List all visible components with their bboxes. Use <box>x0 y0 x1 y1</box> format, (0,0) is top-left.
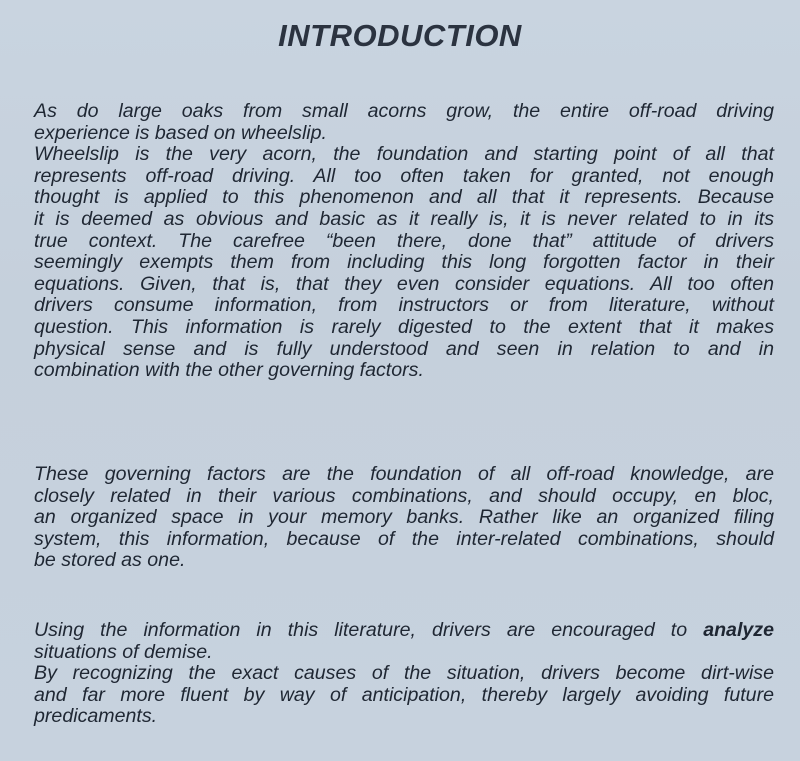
text-line: combination with the other governing factors. <box>34 359 424 382</box>
text-line: it is deemed as obvious and basic as it really is, it is never related to in its <box>34 207 774 230</box>
text-line: By recognizing the exact causes of the situation, drivers become dirt-wise <box>34 662 774 685</box>
text-line: be stored as one. <box>34 549 186 572</box>
text-line: represents off-road driving. All too often taken for granted, not enough <box>34 164 774 187</box>
text-line: situations of demise. <box>34 640 213 663</box>
emphasis-analyze: analyze <box>703 619 774 641</box>
text-line: question. This information is rarely digested to the extent that it makes <box>34 315 774 338</box>
text-line: seemingly exempts them from including this long forgotten factor in their <box>34 251 774 274</box>
paragraph-2 <box>34 464 774 572</box>
text-line: and far more fluent by way of anticipation, thereby largely avoiding future <box>34 683 774 706</box>
paragraph-1 <box>34 101 774 382</box>
text-line: an organized space in your memory banks. Rather like an organized filing <box>34 506 774 529</box>
text-line: experience is based on wheelslip. <box>34 121 327 144</box>
text-line: These governing factors are the foundation of all off-road knowledge, are <box>34 463 774 485</box>
text-line: Wheelslip is the very acorn, the foundation and starting point of all that <box>34 143 774 166</box>
text-line: system, this information, because of the inter-related combinations, should <box>34 527 774 550</box>
page-title: INTRODUCTION <box>278 18 522 53</box>
text-line: drivers consume information, from instructors or from literature, without <box>34 294 774 317</box>
text-line: As do large oaks from small acorns grow, the entire off-road driving <box>34 100 774 122</box>
text-line <box>34 620 774 642</box>
text-line: closely related in their various combinations, and should occupy, en bloc, <box>34 484 774 507</box>
text-line: equations. Given, that is, that they even consider equations. All too often <box>34 272 774 295</box>
text-line: thought is applied to this phenomenon and all that it represents. Because <box>34 186 774 209</box>
paragraph-3 <box>34 620 774 728</box>
text-line: physical sense and is fully understood and seen in relation to and in <box>34 337 774 360</box>
text-line: true context. The carefree “been there, done that” attitude of drivers <box>34 229 774 252</box>
text-line: predicaments. <box>34 705 158 728</box>
text-segment: Using the information in this literature, drivers are encouraged to <box>34 619 688 641</box>
